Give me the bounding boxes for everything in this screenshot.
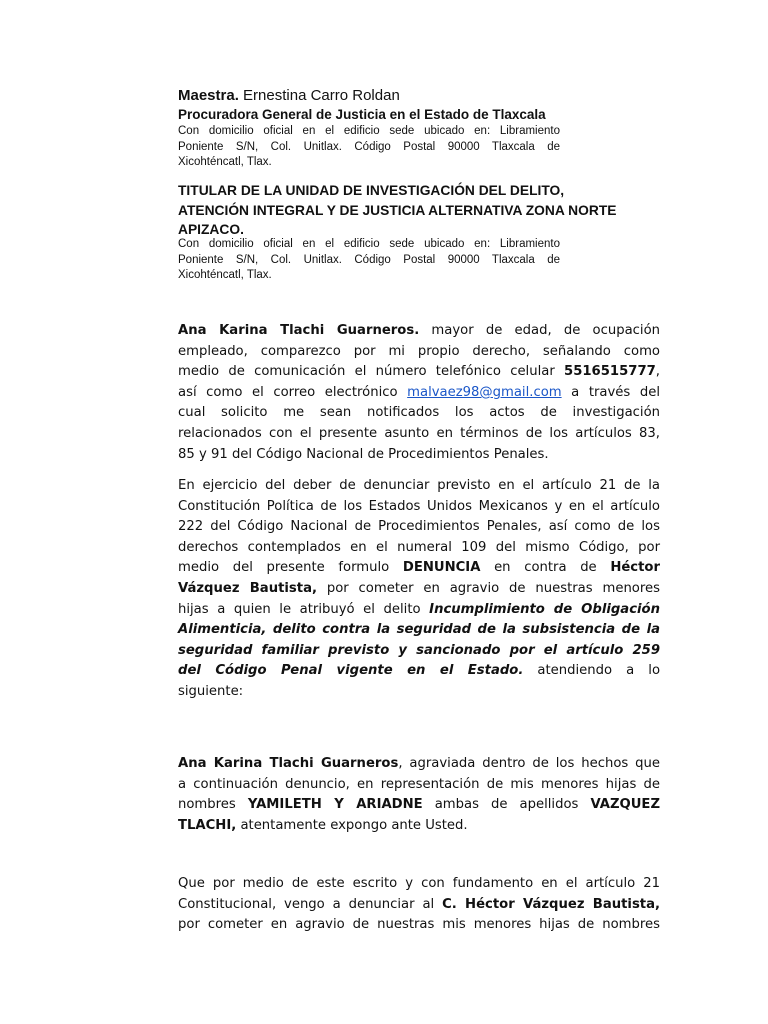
p2-line-1: En ejercicio del deber de denunciar previsto en el artículo 21 de la xyxy=(178,478,660,493)
addressee-title: Maestra. xyxy=(178,87,239,104)
p3-line-4-text: atentamente expongo ante Usted. xyxy=(236,817,468,833)
p1-line-3-comma: , xyxy=(655,364,660,380)
accused-name-full: C. Héctor Vázquez Bautista, xyxy=(442,896,661,912)
addressee-full-name: Ernestina Carro Roldan xyxy=(243,87,400,104)
address-2-line-1: Con domicilio oficial en el edificio sede ubicado en: Libramiento xyxy=(178,238,560,250)
titular-address xyxy=(178,237,560,284)
p4-line-1: Que por medio de este escrito y con fundamento en el artículo 21 xyxy=(178,876,660,891)
titular-address-block xyxy=(178,237,560,284)
p1-line-7: 85 y 91 del Código Nacional de Procedimientos Penales. xyxy=(178,446,549,462)
surname-part-1: VAZQUEZ xyxy=(590,797,661,813)
p1-line-4-text: así como el correo electrónico xyxy=(178,384,408,400)
p2-line-6-text: por cometer en agravio de nuestras menores xyxy=(316,580,660,596)
p3-line-4 xyxy=(178,816,660,837)
p1-line-1 xyxy=(178,321,660,342)
p2-line-7 xyxy=(178,600,660,621)
address-1-line-1: Con domicilio oficial en el edificio sede ubicado en: Libramiento xyxy=(178,125,560,137)
p2-line-4: derechos contemplados en el numeral 109 del mismo Código, por xyxy=(178,539,660,555)
paragraph-complainant xyxy=(178,321,660,465)
titular-line-3: APIZACO. xyxy=(178,222,244,237)
p3-line-3-mid: ambas de apellidos xyxy=(422,797,591,813)
denuncia-keyword: DENUNCIA xyxy=(402,560,481,576)
titular-line-2: ATENCIÓN INTEGRAL Y DE JUSTICIA ALTERNATIVA ZONA NORTE xyxy=(178,202,617,218)
crime-name-part-4: del Código Penal vigente en el Estado. xyxy=(178,663,524,679)
p2-line-5 xyxy=(178,558,660,579)
p1-line-1-text: mayor de edad, de ocupación xyxy=(419,323,661,338)
titular-line-1: TITULAR DE LA UNIDAD DE INVESTIGACIÓN DEL DELITO, xyxy=(178,183,565,198)
p1-line-2: empleado, comparezco por mi propio derecho, señalando como xyxy=(178,343,660,359)
titular-heading xyxy=(178,181,648,240)
p2-line-5-text: medio del presente formulo xyxy=(178,560,403,576)
p2-line-2: Constitución Política de los Estados Unidos Mexicanos y en el artículo xyxy=(178,498,660,514)
p1-line-4-end: a través del xyxy=(561,384,660,400)
p2-line-3: 222 del Código Nacional de Procedimientos Penales, así como de los xyxy=(178,519,660,535)
complainant-name-2: Ana Karina Tlachi Guarneros xyxy=(178,756,399,771)
p3-line-1-text: , agraviada dentro de los hechos que xyxy=(398,756,660,771)
p3-line-1 xyxy=(178,754,660,775)
addressee-block xyxy=(178,86,560,171)
p1-line-4 xyxy=(178,383,660,404)
accused-name-part-2: Vázquez Bautista, xyxy=(178,580,317,596)
address-2-line-2: Poniente S/N, Col. Unitlax. Código Postal 90000 Tlaxcala de xyxy=(178,253,560,266)
addressee-name xyxy=(178,86,560,105)
addressee-position: Procuradora General de Justicia en el Estado de Tlaxcala xyxy=(178,107,546,122)
paragraph-representation xyxy=(178,754,660,836)
crime-name-part-3: seguridad familiar previsto y sancionado por el artículo 259 xyxy=(178,642,660,658)
complainant-name: Ana Karina Tlachi Guarneros. xyxy=(178,323,420,338)
p4-line-2-text: Constitucional, vengo a denunciar al xyxy=(178,896,443,912)
daughters-names: YAMILETH Y ARIADNE xyxy=(247,797,423,813)
address-2-line-3: Xicohténcatl, Tlax. xyxy=(178,269,272,281)
paragraph-foundation xyxy=(178,874,660,936)
addressee-address-1 xyxy=(178,124,560,171)
p2-line-6 xyxy=(178,579,660,600)
p3-line-3 xyxy=(178,795,660,816)
crime-name-part-2: Alimenticia, delito contra la seguridad de la subsistencia de la xyxy=(178,622,660,638)
p3-line-3-text: nombres xyxy=(178,797,248,813)
p4-line-3: por cometer en agravio de nuestras mis menores hijas de nombres xyxy=(178,917,660,933)
address-1-line-2: Poniente S/N, Col. Unitlax. Código Postal 90000 Tlaxcala de xyxy=(178,140,560,153)
p1-line-3 xyxy=(178,362,660,383)
p2-line-11: siguiente: xyxy=(178,683,244,699)
accused-name-part-1: Héctor xyxy=(610,560,660,576)
p4-line-2 xyxy=(178,895,660,916)
p2-line-7-text: hijas a quien le atribuyó el delito xyxy=(178,601,430,617)
p2-line-10 xyxy=(178,661,660,682)
titular-block xyxy=(178,181,648,240)
surname-part-2: TLACHI, xyxy=(178,817,237,833)
email-link[interactable]: malvaez98@gmail.com xyxy=(407,384,562,400)
crime-name-part-1: Incumplimiento de Obligación xyxy=(429,601,660,617)
p1-line-5: cual solicito me sean notificados los actos de investigación xyxy=(178,405,660,421)
phone-number: 5516515777 xyxy=(564,364,656,380)
p1-line-3-text: medio de comunicación el número telefónico celular xyxy=(178,364,565,380)
p2-line-10-text: atendiendo a lo xyxy=(523,663,661,679)
p3-line-2: a continuación denuncio, en representación de mis menores hijas de xyxy=(178,776,660,792)
paragraph-denuncia xyxy=(178,476,660,703)
p2-line-5-mid: en contra de xyxy=(480,560,611,576)
address-1-line-3: Xicohténcatl, Tlax. xyxy=(178,156,272,168)
p1-line-6: relacionados con el presente asunto en términos de los artículos 83, xyxy=(178,425,660,441)
